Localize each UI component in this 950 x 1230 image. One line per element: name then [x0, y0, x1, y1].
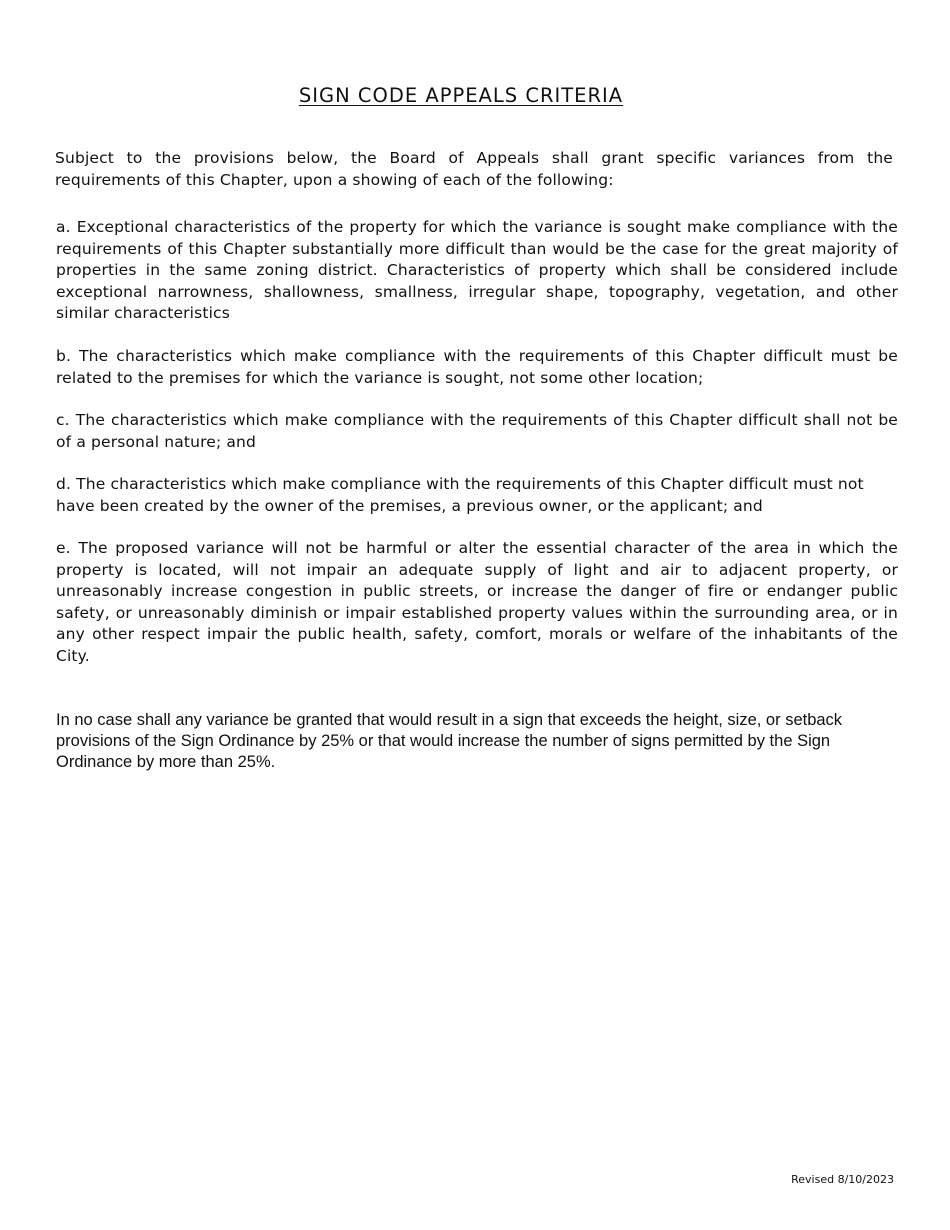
criterion-c: c. The characteristics which make compliance with the requirements of this Chapter difficult shall not be of a personal nature; and	[56, 411, 898, 451]
revision-date: Revised 8/10/2023	[791, 1173, 894, 1186]
intro-paragraph: Subject to the provisions below, the Board of Appeals shall grant specific variances from the requirements of this Chapter, upon a showing of each of the following:	[55, 149, 893, 189]
closing-paragraph: In no case shall any variance be granted that would result in a sign that exceeds the height, size, or setback provisions of the Sign Ordinance by 25% or that would increase the number of signs permitted by the Sign Ordinance by more than 25%.	[56, 711, 843, 771]
criterion-a: a. Exceptional characteristics of the property for which the variance is sought make compliance with the requirements of this Chapter substantially more difficult than would be the case for the great majority of properties in the same zoning district. Characteristics of property which shall be considered include exceptional narrowness, shallowness, smallness, irregular shape, topography, vegetation, and other similar characteristics	[56, 218, 898, 322]
criterion-b: b. The characteristics which make compliance with the requirements of this Chapter difficult must be related to the premises for which the variance is sought, not some other location;	[56, 347, 898, 387]
page-title: SIGN CODE APPEALS CRITERIA	[298, 84, 624, 107]
criterion-e: e. The proposed variance will not be harmful or alter the essential character of the area in which the property is located, will not impair an adequate supply of light and air to adjacent property, or unreasonably increase congestion in public streets, or increase the danger of fire or endanger public safety, or unreasonably diminish or impair established property values within the surrounding area, or in any other respect impair the public health, safety, comfort, morals or welfare of the inhabitants of the City.	[56, 539, 898, 665]
criterion-d: d. The characteristics which make compliance with the requirements of this Chapter difficult must not have been created by the owner of the premises, a previous owner, or the applicant; and	[56, 475, 864, 515]
